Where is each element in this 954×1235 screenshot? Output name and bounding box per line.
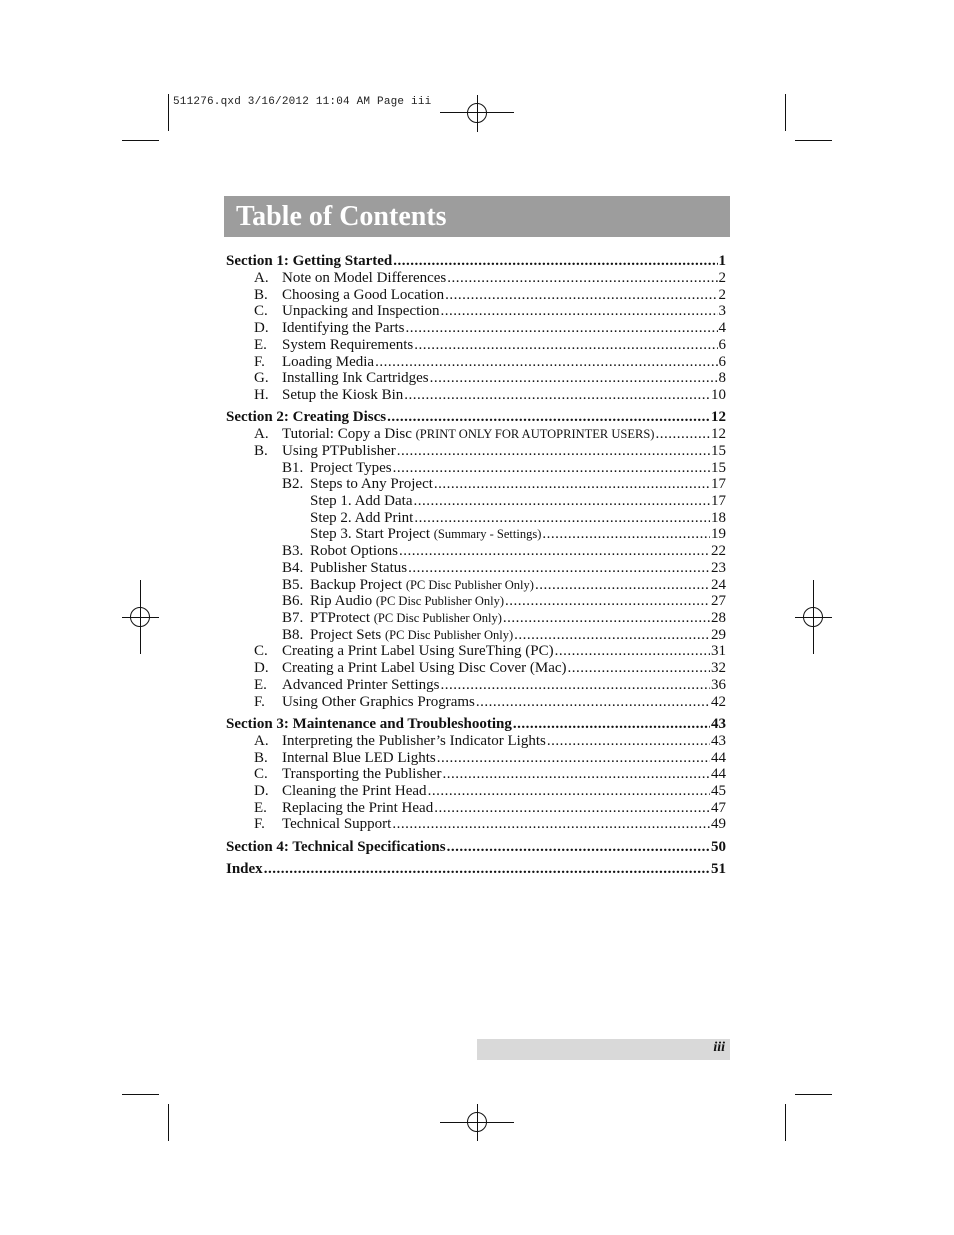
toc-leader-dots (437, 750, 710, 767)
toc-section-entry (226, 716, 726, 733)
toc-page-number: 15 (711, 460, 726, 476)
toc-entry-title: Project Sets (310, 627, 382, 643)
toc-page-number: 47 (711, 800, 726, 816)
crop-mark (122, 140, 159, 141)
toc-page-number: 12 (711, 426, 726, 442)
crop-mark (168, 94, 169, 131)
toc-entry-title: Setup the Kiosk Bin (282, 387, 404, 403)
toc-page-number: 17 (711, 476, 726, 492)
toc-leader-dots (547, 733, 710, 750)
toc-entry-letter: B4. (282, 560, 304, 576)
toc-entry-letter: A. (254, 270, 269, 286)
toc-entry (226, 627, 726, 644)
toc-entry-letter: A. (254, 426, 269, 442)
toc-page-number: 24 (711, 577, 726, 593)
toc-entry-letter: E. (254, 677, 267, 693)
toc-entry (226, 593, 726, 610)
toc-entry (226, 526, 726, 543)
toc-entry-title: Rip Audio (310, 593, 373, 609)
registration-mark (130, 607, 150, 627)
toc-page-number: 2 (718, 287, 726, 303)
toc-page-number: 31 (711, 643, 726, 659)
toc-entry-title: Step 1. Add Data (310, 493, 413, 509)
toc-page-number: 1 (718, 253, 726, 269)
toc-entry (226, 610, 726, 627)
toc-leader-dots (414, 337, 717, 354)
toc-entry (226, 354, 726, 371)
toc-section-entry (226, 839, 726, 856)
toc-entry (226, 766, 726, 783)
toc-entry (226, 733, 726, 750)
toc-entry-title: Section 1: Getting Started (226, 253, 393, 269)
toc-entry-title: Cleaning the Print Head (282, 783, 427, 799)
toc-page-number: 29 (711, 627, 726, 643)
toc-entry-title: Tutorial: Copy a Disc (282, 426, 412, 442)
toc-leader-dots (447, 839, 710, 856)
toc-leader-dots (414, 510, 710, 527)
toc-page-number: 43 (711, 733, 726, 749)
toc-leader-dots (393, 460, 710, 477)
toc-entry (226, 426, 726, 443)
toc-entry (226, 783, 726, 800)
toc-entry-title: Step 2. Add Print (310, 510, 414, 526)
registration-mark (803, 607, 823, 627)
toc-entry-title: Unpacking and Inspection (282, 303, 440, 319)
toc-entry-title: Note on Model Differences (282, 270, 447, 286)
toc-entry-title: Advanced Printer Settings (282, 677, 440, 693)
toc-leader-dots (505, 593, 710, 610)
toc-page-number: 32 (711, 660, 726, 676)
toc-leader-dots (514, 627, 710, 644)
toc-entry (226, 800, 726, 817)
toc-entry (226, 660, 726, 677)
toc-page-number: 3 (718, 303, 726, 319)
crop-mark (795, 1094, 832, 1095)
toc-section-entry (226, 409, 726, 426)
toc-entry-title: PTProtect (310, 610, 370, 626)
crop-mark (785, 1104, 786, 1141)
toc-page-number: 15 (711, 443, 726, 459)
toc-entry-title: Using PTPublisher (282, 443, 396, 459)
registration-mark (467, 103, 487, 123)
toc-entry-letter: F. (254, 694, 265, 710)
toc-entry (226, 577, 726, 594)
toc-entry-title: Technical Support (282, 816, 392, 832)
toc-entry-note: (PC Disc Publisher Only) (375, 594, 504, 608)
registration-mark (467, 1112, 487, 1132)
toc-page-number: 42 (711, 694, 726, 710)
toc-entry-letter: C. (254, 303, 268, 319)
toc-page-number: 8 (718, 370, 726, 386)
toc-entry-title: Section 2: Creating Discs (226, 409, 387, 425)
toc-page-number: 23 (711, 560, 726, 576)
toc-leader-dots (375, 354, 717, 371)
toc-leader-dots (447, 270, 717, 287)
toc-entry (226, 270, 726, 287)
toc-entry-note: (PC Disc Publisher Only) (385, 628, 514, 642)
toc-entry-title: Creating a Print Label Using Disc Cover (Mac) (282, 660, 567, 676)
toc-leader-dots (392, 816, 710, 833)
toc-page-number: 49 (711, 816, 726, 832)
toc-entry (226, 750, 726, 767)
toc-leader-dots (535, 577, 710, 594)
toc-entry-title: Step 3. Start Project (310, 526, 430, 542)
toc-entry-title: Creating a Print Label Using SureThing (PC) (282, 643, 554, 659)
toc-leader-dots (428, 783, 710, 800)
crop-mark (785, 94, 786, 131)
toc-entry-title: Index (226, 861, 263, 877)
toc-entry-letter: B6. (282, 593, 304, 609)
toc-entry (226, 816, 726, 833)
crop-mark (168, 1104, 169, 1141)
toc-entry-note: (PC Disc Publisher Only) (373, 611, 502, 625)
toc-entry-letter: F. (254, 354, 265, 370)
toc-entry-letter: B5. (282, 577, 304, 593)
toc-entry-title: Interpreting the Publisher’s Indicator Lights (282, 733, 546, 749)
toc-leader-dots (442, 766, 710, 783)
toc-leader-dots (503, 610, 710, 627)
toc-entry-letter: D. (254, 660, 269, 676)
toc-leader-dots (655, 426, 710, 443)
toc-entry-letter: E. (254, 337, 267, 353)
toc-entry (226, 337, 726, 354)
toc-leader-dots (393, 253, 717, 270)
toc-entry-title: Backup Project (310, 577, 403, 593)
toc-entry-title: Section 3: Maintenance and Troubleshooting (226, 716, 512, 732)
toc-page-number: 45 (711, 783, 726, 799)
toc-entry-title: Using Other Graphics Programs (282, 694, 475, 710)
toc-page-number: 22 (711, 543, 726, 559)
toc-leader-dots (434, 800, 710, 817)
toc-page-number: 44 (711, 766, 726, 782)
toc-entry-title: Publisher Status (310, 560, 408, 576)
toc-entry-title: Choosing a Good Location (282, 287, 445, 303)
toc-leader-dots (445, 287, 717, 304)
toc-page-number: 2 (718, 270, 726, 286)
toc-entry-title: Transporting the Publisher (282, 766, 442, 782)
toc-entry-letter: B. (254, 750, 268, 766)
toc-entry-letter: C. (254, 766, 268, 782)
toc-leader-dots (476, 694, 710, 711)
toc-entry-letter: B. (254, 287, 268, 303)
toc-entry (226, 460, 726, 477)
toc-entry-letter: D. (254, 783, 269, 799)
toc-leader-dots (387, 409, 710, 426)
toc-page-number: 44 (711, 750, 726, 766)
toc-page-number: 6 (718, 337, 726, 353)
toc-entry (226, 510, 726, 527)
toc-entry-title: Steps to Any Project (310, 476, 433, 492)
toc-leader-dots (404, 387, 710, 404)
toc-leader-dots (440, 303, 717, 320)
toc-entry-letter: B. (254, 443, 268, 459)
toc-page-number: 12 (711, 409, 726, 425)
toc-leader-dots (405, 320, 717, 337)
toc-entry (226, 303, 726, 320)
toc-page-number: 36 (711, 677, 726, 693)
toc-entry-note: (PRINT ONLY FOR AUTOPRINTER USERS) (415, 427, 655, 441)
crop-mark (122, 1094, 159, 1095)
toc-entry-title: Project Types (310, 460, 392, 476)
toc-page-number: 6 (718, 354, 726, 370)
toc-entry (226, 287, 726, 304)
page-number: iii (713, 1040, 725, 1055)
toc-page-number: 27 (711, 593, 726, 609)
toc-entry-letter: B2. (282, 476, 304, 492)
toc-entry-note: (Summary - Settings) (433, 527, 542, 541)
toc-page-number: 28 (711, 610, 726, 626)
toc-entry-letter: D. (254, 320, 269, 336)
toc-leader-dots (414, 493, 711, 510)
toc-page-number: 17 (711, 493, 726, 509)
toc-entry-title: Loading Media (282, 354, 375, 370)
toc-entry-note: (PC Disc Publisher Only) (405, 578, 534, 592)
toc-entry-letter: F. (254, 816, 265, 832)
toc-entry-title: System Requirements (282, 337, 414, 353)
toc-leader-dots (555, 643, 710, 660)
toc-entry-letter: E. (254, 800, 267, 816)
toc-entry-title: Identifying the Parts (282, 320, 405, 336)
toc-section-entry (226, 253, 726, 270)
footer-bar (477, 1039, 730, 1060)
toc-entry (226, 543, 726, 560)
toc-leader-dots (434, 476, 710, 493)
toc-leader-dots (399, 543, 710, 560)
toc-entry-letter: B8. (282, 627, 304, 643)
toc-leader-dots (397, 443, 710, 460)
toc-entry-title: Section 4: Technical Specifications (226, 839, 446, 855)
toc-entry-letter: B3. (282, 543, 304, 559)
toc-page-number: 19 (711, 526, 726, 542)
toc-entry (226, 370, 726, 387)
toc-leader-dots (513, 716, 710, 733)
toc-entry (226, 320, 726, 337)
toc-page-number: 18 (711, 510, 726, 526)
toc-entry-title: Internal Blue LED Lights (282, 750, 436, 766)
page-title: Table of Contents (224, 196, 730, 237)
toc-leader-dots (408, 560, 710, 577)
toc-section-entry (226, 861, 726, 878)
toc-page-number: 51 (711, 861, 726, 877)
toc-entry-letter: C. (254, 643, 268, 659)
toc-entry (226, 694, 726, 711)
toc-entry (226, 560, 726, 577)
toc-entry-title: Robot Options (310, 543, 398, 559)
toc-entry-letter: G. (254, 370, 269, 386)
toc-leader-dots (542, 526, 710, 543)
toc-entry (226, 677, 726, 694)
toc-page-number: 50 (711, 839, 726, 855)
toc-entry (226, 387, 726, 404)
toc-leader-dots (264, 861, 710, 878)
toc-entry (226, 443, 726, 460)
toc-entry-letter: B1. (282, 460, 304, 476)
toc-entry-title: Replacing the Print Head (282, 800, 434, 816)
toc-leader-dots (440, 677, 710, 694)
toc-entry (226, 643, 726, 660)
toc-entry-title: Installing Ink Cartridges (282, 370, 429, 386)
toc-entry-letter: B7. (282, 610, 304, 626)
toc-page-number: 43 (711, 716, 726, 732)
toc-entry-letter: H. (254, 387, 269, 403)
toc-leader-dots (568, 660, 710, 677)
printer-slug: 511276.qxd 3/16/2012 11:04 AM Page iii (173, 96, 432, 108)
toc-entry (226, 493, 726, 510)
toc-entry (226, 476, 726, 493)
toc-entry-letter: A. (254, 733, 269, 749)
crop-mark (795, 140, 832, 141)
toc-page-number: 4 (718, 320, 726, 336)
toc-leader-dots (430, 370, 718, 387)
toc-page-number: 10 (711, 387, 726, 403)
